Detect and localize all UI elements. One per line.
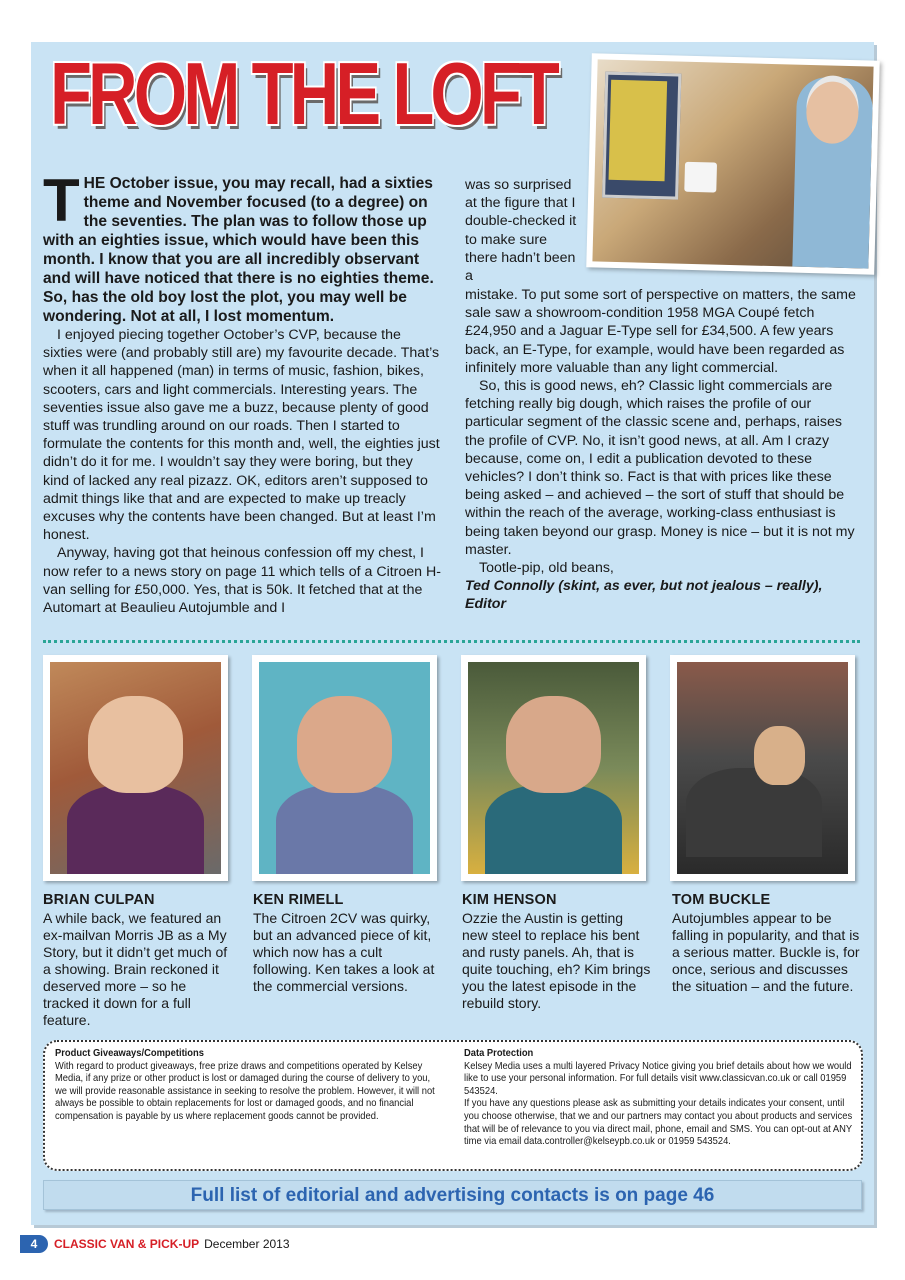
contributor-text: The Citroen 2CV was quirky, but an advanced piece of kit, which now has a cult following. Ken takes a look at the commercial versions. xyxy=(253,910,435,994)
issue-date: December 2013 xyxy=(204,1237,290,1251)
giveaways-title: Product Giveaways/Competitions xyxy=(55,1048,204,1059)
dropcap: T xyxy=(43,167,80,234)
contributor-name: KIM HENSON xyxy=(462,892,557,908)
data-protection-title: Data Protection xyxy=(464,1048,534,1059)
article-paragraph: mistake. To put some sort of perspective on matters, the same sale saw a showroom-condition 1958 MGA Coupé fetch £24,950 and a Jaguar E-Type sell for £34,500. A few years back, an E-Type, for example, would have been regarded as infinitely more valuable than any light commercial. xyxy=(465,287,856,376)
contributor-text: A while back, we featured an ex-mailvan Morris JB as a My Story, but it didn’t get much of a showing. Brain reckoned it deserved more – so he tracked it down for a full feature. xyxy=(43,910,228,1028)
notice-box xyxy=(43,1040,863,1171)
mug-shape xyxy=(684,162,717,193)
contributor-name: BRIAN CULPAN xyxy=(43,892,155,908)
article-column-right-narrow xyxy=(465,176,583,285)
giveaways-text: With regard to product giveaways, free prize draws and competitions operated by Kelsey Media, if any prize or other product is lost or damaged during the course of delivery to you, we will provide reasonable assistance in seeking to resolve the problem. However, it will not always be possible to obtain replacements for lost or damaged goods, and no financial compensation is payable by us where replacement goods cannot be provided. xyxy=(55,1060,435,1122)
contributor-name: KEN RIMELL xyxy=(253,892,344,908)
contributor-photo xyxy=(461,655,646,881)
article-column-left xyxy=(43,167,441,617)
contacts-banner: Full list of editorial and advertising contacts is on page 46 xyxy=(43,1180,862,1210)
data-protection-text: Kelsey Media uses a multi layered Privacy Notice giving you brief details about how we would like to use your personal information. For full details visit www.classicvan.co.uk or call 01959 543524. xyxy=(464,1060,852,1097)
contributor-photo xyxy=(670,655,855,881)
editor-photo xyxy=(586,53,880,274)
article-lead xyxy=(43,167,441,326)
page-title: FROM THE LOFT xyxy=(50,44,556,143)
contributor-photo xyxy=(252,655,437,881)
contributor-photo xyxy=(43,655,228,881)
data-protection-notice xyxy=(464,1048,853,1149)
article-paragraph: Tootle-pip, old beans, xyxy=(479,560,614,577)
contributor-name: TOM BUCKLE xyxy=(672,892,771,908)
dotted-divider xyxy=(43,640,860,643)
article-paragraph: I enjoyed piecing together October’s CVP, because the sixties were (and probably still are) my favourite decade. That’s when it all happened (man) in terms of music, fashion, bikes, scooters, cars and light commercials. Interesting years. The seventies issue also gave me a buzz, because plenty of good stuff was trundling around on our roads. Then I started to formulate the contents for this month and, well, the eighties just didn’t do it for me. I wouldn’t say they were boring, but they kind of lacked any real pizazz. OK, editors aren’t supposed to admit things like that and are expected to make up treacly excuses why the contents have been changed. But at least I’m honest. xyxy=(43,327,440,544)
article-column-right xyxy=(465,286,863,614)
magazine-name: CLASSIC VAN & PICK-UP xyxy=(54,1237,200,1251)
lead-text: HE October issue, you may recall, had a sixties theme and November focused (to a degree) on the seventies. The plan was to follow those up with an eighties issue, which would have been this month. I know that you are all incredibly observant and will have noticed that there is no eighties theme. So, has the old boy lost the plot, you may well be wondering. Not at all, I lost momentum. xyxy=(43,175,434,325)
contributor-text: Ozzie the Austin is getting new steel to replace his bent and rusty panels. Ah, that is quite touching, eh? Kim brings you the latest episode in the rebuild story. xyxy=(462,910,651,1011)
magazine-cover-shape xyxy=(609,80,668,181)
contributor-text: Autojumbles appear to be falling in popularity, and that is a serious matter. Buckle is, for once, serious and discusses the situation – and the future. xyxy=(672,910,860,994)
page-number: 4 xyxy=(20,1235,48,1253)
article-paragraph: So, this is good news, eh? Classic light commercials are fetching really big dough, which raises the profile of our particular segment of the classic scene and, perhaps, raises the profile of CVP. No, it isn’t good news, at all. Am I crazy because, come on, I edit a publication devoted to these vehicles? I don’t think so. Fact is that with prices like these being asked – and achieved – the sort of stuff that should be within the reach of the average, working-class enthusiast is being taken beyond our grasp. Money is nice – but it is not my master. xyxy=(465,378,855,558)
page-footer xyxy=(20,1234,290,1254)
signature: Ted Connolly (skint, as ever, but not jealous – really), Editor xyxy=(465,578,823,613)
data-protection-text: If you have any questions please ask as submitting your details indicates your consent, until you choose otherwise, that we and our partners may contact you about products and services that will be of relevance to you via direct mail, phone, email and SMS. You can opt-out at ANY time via email data.controller@kelseypb.co.uk or 01959 543524. xyxy=(464,1098,853,1148)
giveaways-notice xyxy=(55,1048,437,1124)
article-paragraph: was so surprised at the figure that I double-checked it to make sure there hadn’t been a xyxy=(465,177,577,285)
article-paragraph: Anyway, having got that heinous confession off my chest, I now refer to a news story on page 11 which tells of a Citroen H-van selling for £50,000. Yes, that is 50k. It fetched that at the Automart at Beaulieu Autojumble and I xyxy=(43,545,441,617)
